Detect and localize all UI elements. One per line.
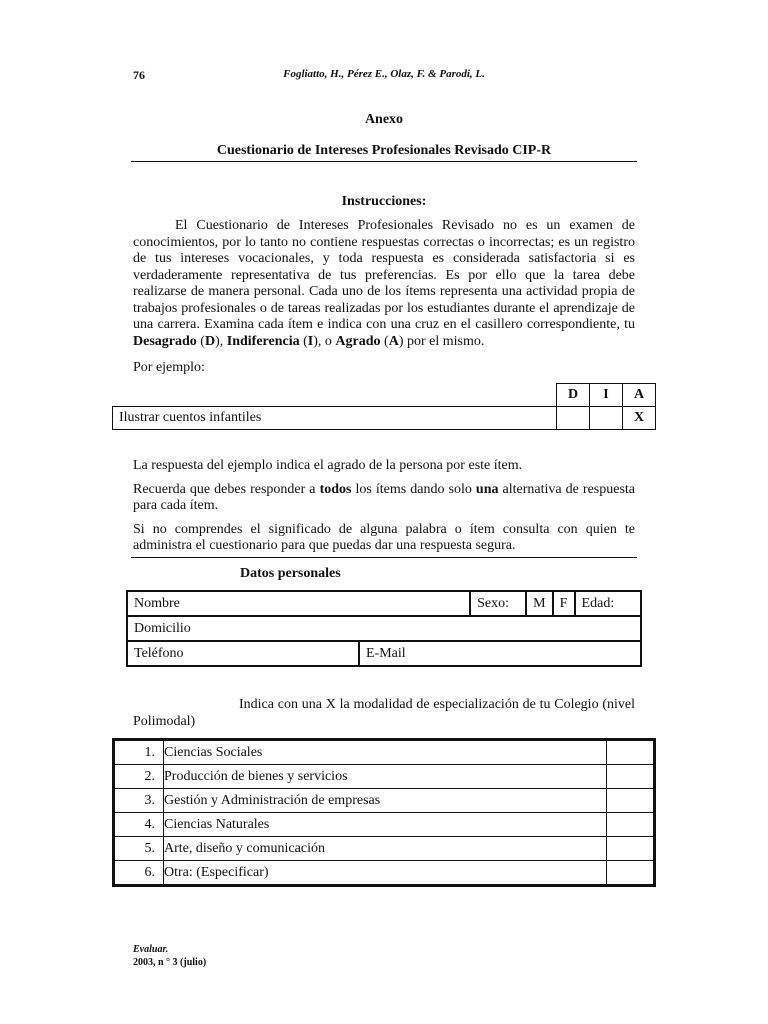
i-letter: I xyxy=(307,333,314,349)
example-box-a[interactable]: X xyxy=(623,407,656,430)
instructions-paragraph xyxy=(133,218,635,350)
modalidad-label: Ciencias Naturales xyxy=(164,813,607,837)
nombre-field[interactable]: Nombre xyxy=(127,591,470,616)
header-d: D xyxy=(557,384,590,407)
footer-journal: Evaluar. xyxy=(133,944,169,955)
instructions-text: El Cuestionario de Intereses Profesionales Revisado no es un examen de conocimientos, por lo tanto no contiene respuestas correctas o incorrectas; es un registro de tus intereses vocacionales, y toda respuesta es considerada satisfactoria si es verdaderamente representativa de tus preferencias. Es por ello que la tarea debe realizarse de manera personal. Cada uno de los ítems representa una actividad propia de trabajos profesionales o de tareas realizadas por los estudiantes durante el aprendizaje de una carrera. Examina cada ítem e indica con una cruz en el casillero correspondiente, tu xyxy=(133,218,635,332)
modalidad-label: Otra: (Especificar) xyxy=(164,861,607,886)
sexo-m-option[interactable]: M xyxy=(526,591,552,616)
note-text: Recuerda que debes responder a xyxy=(133,482,320,497)
section-label: Anexo xyxy=(364,112,404,127)
page-number: 76 xyxy=(133,68,145,82)
note-example: La respuesta del ejemplo indica el agrado de la persona por este ítem. xyxy=(133,458,523,473)
modalidad-instruction xyxy=(133,697,635,730)
footer-issue: 2003, n ° 3 (julio) xyxy=(133,957,207,968)
domicilio-field[interactable]: Domicilio xyxy=(127,616,641,641)
example-table xyxy=(112,383,656,430)
modalidad-num: 2. xyxy=(114,765,164,789)
modalidad-num: 6. xyxy=(114,861,164,886)
modalidad-table xyxy=(112,738,656,887)
document-title: Cuestionario de Intereses Profesionales Revisado CIP-R xyxy=(216,143,552,158)
row-nombre xyxy=(127,591,641,616)
modalidad-num: 1. xyxy=(114,740,164,765)
row-domicilio xyxy=(127,616,641,641)
modalidad-label: Producción de bienes y servicios xyxy=(164,765,607,789)
header-a: A xyxy=(623,384,656,407)
instructions-end: ) por el mismo. xyxy=(398,333,485,349)
modalidad-num: 4. xyxy=(114,813,164,837)
modalidad-checkbox[interactable] xyxy=(607,789,655,813)
email-field[interactable]: E-Mail xyxy=(359,641,641,666)
sexo-label: Sexo: xyxy=(470,591,526,616)
a-letter: A xyxy=(388,333,399,349)
modalidad-checkbox[interactable] xyxy=(607,837,655,861)
example-header-row xyxy=(113,384,656,407)
modalidad-checkbox[interactable] xyxy=(607,813,655,837)
instructions-heading: Instrucciones: xyxy=(341,194,427,209)
modalidad-label: Gestión y Administración de empresas xyxy=(164,789,607,813)
note-text: los ítems dando solo xyxy=(351,482,476,497)
modalidad-row xyxy=(114,789,655,813)
personal-data-table xyxy=(126,590,642,667)
telefono-field[interactable]: Teléfono xyxy=(127,641,359,666)
row-telefono xyxy=(127,641,641,666)
modalidad-checkbox[interactable] xyxy=(607,861,655,886)
note-bold-una: una xyxy=(475,482,499,497)
modalidad-num: 3. xyxy=(114,789,164,813)
blank-cell xyxy=(113,384,557,407)
agrado-term: Agrado xyxy=(335,333,381,349)
punct: ( xyxy=(380,333,389,349)
sexo-f-option[interactable]: F xyxy=(553,591,575,616)
note-text: alternativa de respuesta para cada ítem. xyxy=(133,482,636,513)
header-i: I xyxy=(590,384,623,407)
modalidad-row xyxy=(114,765,655,789)
punct: ( xyxy=(299,333,308,349)
example-box-d[interactable] xyxy=(557,407,590,430)
modalidad-row xyxy=(114,861,655,886)
indiferencia-term: Indiferencia xyxy=(226,333,300,349)
modalidad-label: Arte, diseño y comunicación xyxy=(164,837,607,861)
modalidad-row xyxy=(114,837,655,861)
note-todos xyxy=(133,482,635,514)
note-consulta: Si no comprendes el significado de alguna palabra o ítem consulta con quien te administra el cuestionario para que puedas dar una respuesta segura. xyxy=(133,522,635,553)
modalidad-label: Ciencias Sociales xyxy=(164,740,607,765)
edad-field[interactable]: Edad: xyxy=(575,591,641,616)
modalidad-num: 5. xyxy=(114,837,164,861)
punct: ( xyxy=(196,333,205,349)
modalidad-row xyxy=(114,740,655,765)
modalidad-checkbox[interactable] xyxy=(607,765,655,789)
section-rule xyxy=(131,557,637,558)
d-letter: D xyxy=(204,333,216,349)
example-row xyxy=(113,407,656,430)
example-label: Por ejemplo: xyxy=(133,360,205,375)
running-header-authors: Fogliatto, H., Pérez E., Olaz, F. & Parodi, L. xyxy=(283,68,485,80)
example-box-i[interactable] xyxy=(590,407,623,430)
personal-data-heading: Datos personales xyxy=(240,566,341,581)
desagrado-term: Desagrado xyxy=(133,333,197,349)
example-item: Ilustrar cuentos infantiles xyxy=(113,407,557,430)
modalidad-text: Indica con una X la modalidad de especialización de tu Colegio (nivel Polimodal) xyxy=(133,697,635,729)
note-bold-todos: todos xyxy=(319,482,352,497)
punct: ), o xyxy=(313,333,336,349)
modalidad-row xyxy=(114,813,655,837)
modalidad-checkbox[interactable] xyxy=(607,740,655,765)
punct: ), xyxy=(215,333,227,349)
title-rule xyxy=(131,161,637,162)
